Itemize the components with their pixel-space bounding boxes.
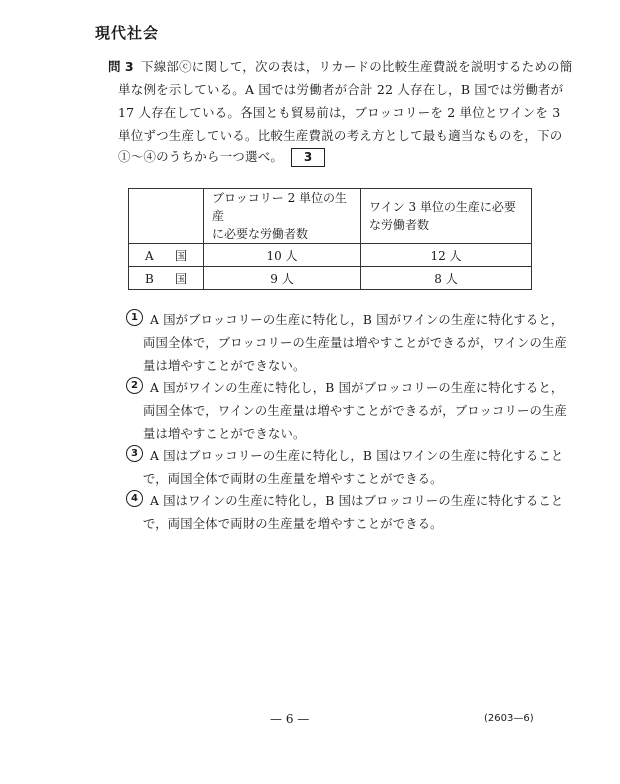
cell-b-wine: 8 人 [361, 267, 532, 290]
row-country-b: B 国 [129, 267, 204, 290]
question-line-3: 17 人存在している。各国とも貿易前は，ブロッコリーを 2 単位とワインを 3 [118, 105, 561, 120]
header-wine [361, 189, 532, 244]
table-row [129, 267, 532, 290]
exam-code: (2603—6) [484, 713, 534, 724]
option-3-line-1: A 国はブロッコリーの生産に特化し，B 国はワインの生産に特化すること [150, 449, 564, 463]
cell-a-broccoli: 10 人 [204, 244, 361, 267]
cell-b-broccoli: 9 人 [204, 267, 361, 290]
option-1-line-3: 量は増やすことができない。 [143, 359, 306, 373]
option-2-line-1: A 国がワインの生産に特化し，B 国がブロッコリーの生産に特化すると， [150, 381, 564, 395]
subject-title: 現代社会 [95, 24, 160, 42]
question-line-1: 下線部ⓒに関して，次の表は，リカードの比較生産費説を説明するための簡 [141, 59, 573, 74]
header-wine-line-2: な労働者数 [369, 218, 430, 232]
header-wine-line-1: ワイン 3 単位の生産に必要 [369, 200, 516, 214]
question-line-5 [118, 147, 325, 167]
option-2-number: 2 [126, 377, 143, 394]
question-number: 問 3 [108, 59, 134, 74]
option-2-line-3: 量は増やすことができない。 [143, 427, 306, 441]
option-3-number: 3 [126, 445, 143, 462]
option-4-line-1: A 国はワインの生産に特化し，B 国はブロッコリーの生産に特化すること [150, 494, 564, 508]
option-1-number: 1 [126, 309, 143, 326]
answer-box: 3 [291, 148, 325, 167]
option-4-number: 4 [126, 490, 143, 507]
header-broccoli-line-2: に必要な労働者数 [212, 227, 309, 241]
row-country-a: A 国 [129, 244, 204, 267]
option-1-line-1: A 国がブロッコリーの生産に特化し，B 国がワインの生産に特化すると， [150, 313, 564, 327]
question-line-2: 単な例を示している。A 国では労働者が合計 22 人存在し，B 国では労働者が [118, 82, 564, 97]
option-2-line-2: 両国全体で，ワインの生産量は増やすことができるが，ブロッコリーの生産 [143, 404, 568, 418]
labor-table [128, 188, 532, 290]
cell-a-wine: 12 人 [361, 244, 532, 267]
question-line-4: 単位ずつ生産している。比較生産費説の考え方として最も適当なものを，下の [118, 128, 563, 143]
question-line-5-text: ①～④のうちから一つ選べ。 [118, 149, 284, 164]
table-row [129, 244, 532, 267]
option-1-line-2: 両国全体で，ブロッコリーの生産量は増やすことができるが，ワインの生産 [143, 336, 568, 350]
option-4-line-2: で，両国全体で両財の生産量を増やすことができる。 [143, 517, 443, 531]
table-corner-cell [129, 189, 204, 244]
header-broccoli-line-1: ブロッコリー 2 単位の生産 [212, 191, 348, 223]
page-number: — 6 — [270, 712, 310, 726]
header-broccoli [204, 189, 361, 244]
option-3-line-2: で，両国全体で両財の生産量を増やすことができる。 [143, 472, 443, 486]
table-header-row [129, 189, 532, 244]
